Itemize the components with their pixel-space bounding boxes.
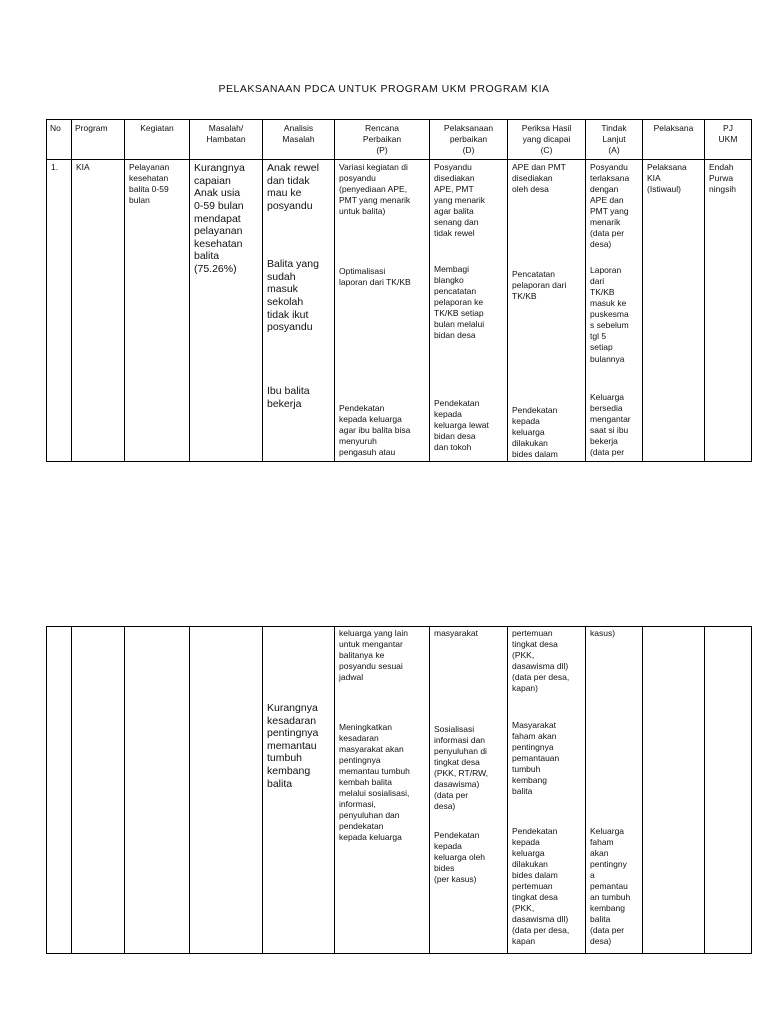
cell-analisis <box>263 160 335 462</box>
header-pj: PJ UKM <box>705 120 752 160</box>
table-row <box>47 627 752 954</box>
rencana-1: Variasi kegiatan di posyandu (penyediaan APE, PMT yang menarik untuk balita) <box>339 162 411 217</box>
cell-program <box>72 627 125 954</box>
analisis-3: Ibu balita bekerja <box>267 385 310 410</box>
tindak-3: Keluarga bersedia mengantar saat si ibu bekerja (data per <box>590 392 631 458</box>
header-periksa: Periksa Hasil yang dicapai (C) <box>508 120 586 160</box>
cell-tindak <box>586 160 643 462</box>
cell-tindak <box>586 627 643 954</box>
pdca-table-page2 <box>46 626 752 954</box>
cell-pelaksana <box>643 627 705 954</box>
tindak-3-cont: kasus) <box>590 628 616 638</box>
analisis-4: Kurangnya kesadaran pentingnya memantau tumbuh kembang balita <box>267 702 319 790</box>
tindak-4: Keluarga faham akan pentingny a pemantau an tumbuh kembang balita (data per desa) <box>590 826 631 947</box>
document-title: PELAKSANAAN PDCA UNTUK PROGRAM UKM PROGRAM KIA <box>218 83 550 95</box>
cell-periksa <box>508 627 586 954</box>
header-tindak: Tindak Lanjut (A) <box>586 120 643 160</box>
cell-analisis <box>263 627 335 954</box>
pelaksanaan-4: Sosialisasi informasi dan penyuluhan di tingkat desa (PKK, RT/RW, dasawisma) (data per desa) <box>434 724 489 812</box>
cell-pelaksanaan <box>430 160 508 462</box>
cell-pelaksanaan <box>430 627 508 954</box>
header-row <box>47 120 752 160</box>
periksa-5: Pendekatan kepada keluarga dilakukan bides dalam pertemuan tingkat desa (PKK, dasawisma dll) (data per desa, kapan <box>512 826 570 947</box>
cell-program: KIA <box>72 160 125 462</box>
cell-masalah <box>190 627 263 954</box>
header-masalah: Masalah/ Hambatan <box>190 120 263 160</box>
rencana-2: Optimalisasi laporan dari TK/KB <box>339 266 411 288</box>
cell-pj <box>705 627 752 954</box>
rencana-3-cont: keluarga yang lain untuk mengantar balitanya ke posyandu sesuai jadwal <box>339 628 408 683</box>
header-pelaksana: Pelaksana <box>643 120 705 160</box>
cell-no: 1. <box>47 160 72 462</box>
cell-kegiatan <box>125 627 190 954</box>
cell-no <box>47 627 72 954</box>
periksa-1: APE dan PMT disediakan oleh desa <box>512 162 566 195</box>
table-row <box>47 160 752 462</box>
rencana-4: Meningkatkan kesadaran masyarakat akan pentingnya memantau tumbuh kembah balita melalui sosialisasi, informasi, penyuluhan dan pendekatan kepada keluarga <box>339 722 410 843</box>
pelaksanaan-2: Membagi blangko pencatatan pelaporan ke TK/KB setiap bulan melalui bidan desa <box>434 264 485 341</box>
periksa-3: Pendekatan kepada keluarga dilakukan bides dalam <box>512 405 558 460</box>
rencana-3: Pendekatan kepada keluarga agar ibu balita bisa menyuruh pengasuh atau <box>339 403 411 458</box>
cell-pelaksana: Pelaksana KIA (Istiwaul) <box>643 160 705 462</box>
header-analisis: Analisis Masalah <box>263 120 335 160</box>
tindak-1: Posyandu terlaksana dengan APE dan PMT yang menarik (data per desa) <box>590 162 630 250</box>
pelaksanaan-1: Posyandu disediakan APE, PMT yang menarik agar balita senang dan tidak rewel <box>434 162 486 239</box>
tindak-2: Laporan dari TK/KB masuk ke puskesma s sebelum tgl 5 setiap bulannya <box>590 265 629 364</box>
cell-rencana <box>335 160 430 462</box>
periksa-4: Masyarakat faham akan pentingnya pemantauan tumbuh kembang balita <box>512 720 560 797</box>
header-program: Program <box>72 120 125 160</box>
analisis-2: Balita yang sudah masuk sekolah tidak ikut posyandu <box>267 258 319 334</box>
pelaksanaan-5: Pendekatan kepada keluarga oleh bides (per kasus) <box>434 830 486 885</box>
pelaksanaan-3: Pendekatan kepada keluarga lewat bidan desa dan tokoh <box>434 398 489 453</box>
cell-periksa <box>508 160 586 462</box>
header-no: No <box>47 120 72 160</box>
cell-rencana <box>335 627 430 954</box>
header-pelaksanaan: Pelaksanaan perbaikan (D) <box>430 120 508 160</box>
header-rencana: Rencana Perbaikan (P) <box>335 120 430 160</box>
cell-pj: Endah Purwa ningsih <box>705 160 752 462</box>
periksa-3-cont: pertemuan tingkat desa (PKK, dasawisma dll) (data per desa, kapan) <box>512 628 570 694</box>
cell-kegiatan: Pelayanan kesehatan balita 0-59 bulan <box>125 160 190 462</box>
pelaksanaan-3-cont: masyarakat <box>434 628 478 638</box>
analisis-1: Anak rewel dan tidak mau ke posyandu <box>267 162 319 212</box>
pdca-table-page1 <box>46 119 752 462</box>
periksa-2: Pencatatan pelaporan dari TK/KB <box>512 269 567 302</box>
header-kegiatan: Kegiatan <box>125 120 190 160</box>
cell-masalah: Kurangnya capaian Anak usia 0-59 bulan mendapat pelayanan kesehatan balita (75.26%) <box>190 160 263 462</box>
